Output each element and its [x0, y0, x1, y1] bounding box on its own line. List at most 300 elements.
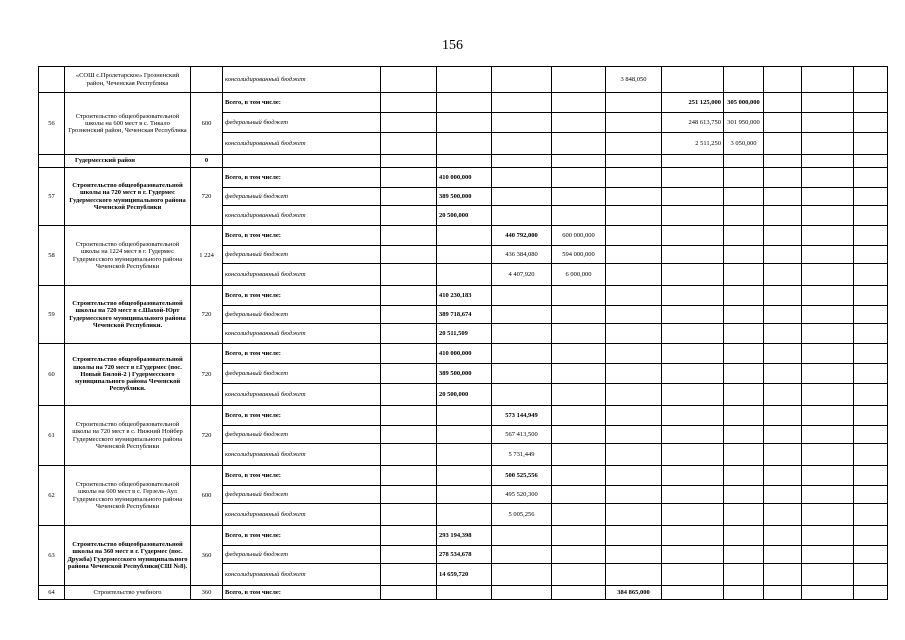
- value-cell: [854, 324, 888, 344]
- funding-source-cell: Всего, в том числе:: [223, 406, 381, 426]
- capacity-cell: 720: [191, 286, 223, 344]
- value-cell: [437, 264, 492, 286]
- district-row: [39, 155, 888, 168]
- value-cell: [802, 246, 854, 264]
- value-cell: [552, 344, 606, 364]
- value-cell: [381, 226, 437, 246]
- value-cell: [764, 426, 802, 444]
- funding-source-cell: консолидированный бюджет: [223, 564, 381, 586]
- value-cell: [381, 526, 437, 546]
- value-cell: [606, 546, 662, 564]
- value-cell: 20 511,509: [437, 324, 492, 344]
- value-cell: [381, 113, 437, 133]
- value-cell: [381, 93, 437, 113]
- value-cell: 495 520,300: [492, 486, 552, 504]
- value-cell: [724, 586, 764, 600]
- value-cell: [764, 504, 802, 526]
- value-cell: [606, 444, 662, 466]
- value-cell: [854, 546, 888, 564]
- value-cell: 384 865,000: [606, 586, 662, 600]
- budget-table: [38, 66, 888, 600]
- value-cell: 410 000,000: [437, 168, 492, 188]
- value-cell: [437, 113, 492, 133]
- value-cell: 436 384,080: [492, 246, 552, 264]
- value-cell: [552, 306, 606, 324]
- value-cell: [764, 466, 802, 486]
- value-cell: [662, 564, 724, 586]
- value-cell: [437, 504, 492, 526]
- value-cell: [724, 67, 764, 93]
- value-cell: [802, 226, 854, 246]
- value-cell: [802, 324, 854, 344]
- object-name-cell: Строительство общеобразовательной школы на 720 мест в г.Гудермес (пос. Новый Билой-2 ) Гудермесского муниципального района Чеченской Республики.: [65, 344, 191, 406]
- value-cell: [662, 67, 724, 93]
- value-cell: [854, 504, 888, 526]
- value-cell: [552, 466, 606, 486]
- value-cell: [552, 444, 606, 466]
- table-row: [39, 168, 888, 188]
- value-cell: [437, 133, 492, 155]
- value-cell: [764, 155, 802, 168]
- value-cell: 389 500,000: [437, 364, 492, 384]
- value-cell: [662, 586, 724, 600]
- value-cell: [552, 486, 606, 504]
- value-cell: 3 848,050: [606, 67, 662, 93]
- value-cell: [381, 188, 437, 206]
- value-cell: [606, 324, 662, 344]
- value-cell: [724, 226, 764, 246]
- value-cell: [606, 226, 662, 246]
- funding-source-cell: федеральный бюджет: [223, 426, 381, 444]
- value-cell: [764, 324, 802, 344]
- value-cell: [492, 526, 552, 546]
- capacity-cell: 720: [191, 344, 223, 406]
- value-cell: [662, 384, 724, 406]
- funding-source-cell: Всего, в том числе:: [223, 344, 381, 364]
- value-cell: [854, 586, 888, 600]
- value-cell: [437, 246, 492, 264]
- capacity-cell: 600: [191, 93, 223, 155]
- budget-table-container: [38, 66, 888, 600]
- value-cell: [802, 504, 854, 526]
- value-cell: [437, 406, 492, 426]
- value-cell: [764, 133, 802, 155]
- value-cell: [492, 168, 552, 188]
- row-number-cell: 64: [39, 586, 65, 600]
- value-cell: [381, 444, 437, 466]
- table-row: [39, 93, 888, 113]
- value-cell: [662, 188, 724, 206]
- value-cell: [492, 306, 552, 324]
- value-cell: [724, 324, 764, 344]
- value-cell: 600 000,000: [552, 226, 606, 246]
- value-cell: [381, 364, 437, 384]
- value-cell: [764, 168, 802, 188]
- funding-source-cell: Всего, в том числе:: [223, 286, 381, 306]
- value-cell: [724, 364, 764, 384]
- value-cell: [662, 426, 724, 444]
- value-cell: [854, 306, 888, 324]
- value-cell: [764, 564, 802, 586]
- value-cell: [764, 93, 802, 113]
- value-cell: [662, 466, 724, 486]
- value-cell: [854, 264, 888, 286]
- row-number-cell: 57: [39, 168, 65, 226]
- value-cell: [724, 444, 764, 466]
- value-cell: [724, 466, 764, 486]
- value-cell: [492, 324, 552, 344]
- capacity-cell: [191, 67, 223, 93]
- value-cell: [764, 113, 802, 133]
- funding-source-cell: федеральный бюджет: [223, 306, 381, 324]
- table-row: [39, 67, 888, 93]
- value-cell: [381, 324, 437, 344]
- value-cell: [724, 168, 764, 188]
- value-cell: [437, 67, 492, 93]
- value-cell: [854, 133, 888, 155]
- value-cell: [606, 206, 662, 226]
- value-cell: [854, 226, 888, 246]
- value-cell: [802, 426, 854, 444]
- value-cell: [724, 384, 764, 406]
- value-cell: [492, 155, 552, 168]
- value-cell: [662, 344, 724, 364]
- object-name-cell: Строительство общеобразовательной школы на 360 мест в г. Гудермес (пос. Дружба) Гудермесского муниципального района Чеченской Республики(СШ №8).: [65, 526, 191, 586]
- row-number-cell: 59: [39, 286, 65, 344]
- funding-source-cell: федеральный бюджет: [223, 364, 381, 384]
- value-cell: [854, 155, 888, 168]
- value-cell: [854, 93, 888, 113]
- value-cell: [223, 155, 381, 168]
- table-row: [39, 226, 888, 246]
- value-cell: [764, 444, 802, 466]
- value-cell: [552, 586, 606, 600]
- value-cell: [492, 113, 552, 133]
- value-cell: [552, 286, 606, 306]
- value-cell: [662, 226, 724, 246]
- value-cell: [764, 264, 802, 286]
- value-cell: [854, 67, 888, 93]
- value-cell: 293 194,398: [437, 526, 492, 546]
- value-cell: [802, 168, 854, 188]
- value-cell: [724, 426, 764, 444]
- value-cell: [802, 306, 854, 324]
- capacity-cell: 0: [191, 155, 223, 168]
- value-cell: [606, 188, 662, 206]
- value-cell: [381, 67, 437, 93]
- value-cell: [802, 526, 854, 546]
- value-cell: [662, 264, 724, 286]
- value-cell: [854, 526, 888, 546]
- row-number-cell: [39, 155, 65, 168]
- value-cell: [381, 406, 437, 426]
- value-cell: [662, 526, 724, 546]
- value-cell: [724, 286, 764, 306]
- table-row: [39, 406, 888, 426]
- value-cell: [662, 286, 724, 306]
- table-row: [39, 286, 888, 306]
- value-cell: [552, 364, 606, 384]
- value-cell: [724, 564, 764, 586]
- value-cell: [802, 113, 854, 133]
- funding-source-cell: Всего, в том числе:: [223, 586, 381, 600]
- value-cell: [764, 486, 802, 504]
- row-number-cell: [39, 67, 65, 93]
- value-cell: [764, 384, 802, 406]
- value-cell: [437, 93, 492, 113]
- value-cell: [381, 206, 437, 226]
- value-cell: [437, 155, 492, 168]
- value-cell: [802, 264, 854, 286]
- value-cell: [802, 206, 854, 226]
- value-cell: [802, 586, 854, 600]
- value-cell: [492, 564, 552, 586]
- value-cell: [662, 206, 724, 226]
- value-cell: [802, 466, 854, 486]
- value-cell: [662, 486, 724, 504]
- value-cell: [802, 444, 854, 466]
- value-cell: [606, 406, 662, 426]
- row-number-cell: 63: [39, 526, 65, 586]
- value-cell: [802, 384, 854, 406]
- value-cell: 440 792,000: [492, 226, 552, 246]
- value-cell: [854, 286, 888, 306]
- value-cell: [606, 526, 662, 546]
- value-cell: 251 125,000: [662, 93, 724, 113]
- table-row: [39, 344, 888, 364]
- value-cell: [381, 344, 437, 364]
- value-cell: [854, 113, 888, 133]
- value-cell: [606, 133, 662, 155]
- value-cell: [381, 168, 437, 188]
- value-cell: [381, 466, 437, 486]
- funding-source-cell: федеральный бюджет: [223, 113, 381, 133]
- value-cell: [437, 466, 492, 486]
- value-cell: [606, 384, 662, 406]
- value-cell: [854, 384, 888, 406]
- funding-source-cell: Всего, в том числе:: [223, 466, 381, 486]
- value-cell: [802, 93, 854, 113]
- value-cell: [606, 344, 662, 364]
- value-cell: [552, 406, 606, 426]
- value-cell: [552, 324, 606, 344]
- value-cell: [381, 564, 437, 586]
- value-cell: [381, 426, 437, 444]
- value-cell: [552, 155, 606, 168]
- value-cell: [764, 286, 802, 306]
- value-cell: [552, 564, 606, 586]
- value-cell: 573 144,949: [492, 406, 552, 426]
- capacity-cell: 360: [191, 586, 223, 600]
- funding-source-cell: Всего, в том числе:: [223, 168, 381, 188]
- value-cell: [802, 364, 854, 384]
- value-cell: [724, 344, 764, 364]
- value-cell: [662, 504, 724, 526]
- value-cell: 301 950,000: [724, 113, 764, 133]
- value-cell: [764, 526, 802, 546]
- value-cell: [606, 264, 662, 286]
- value-cell: [764, 344, 802, 364]
- value-cell: [606, 564, 662, 586]
- value-cell: [662, 364, 724, 384]
- value-cell: [492, 206, 552, 226]
- capacity-cell: 720: [191, 406, 223, 466]
- table-row: [39, 586, 888, 600]
- value-cell: [381, 546, 437, 564]
- value-cell: 4 407,920: [492, 264, 552, 286]
- value-cell: [662, 306, 724, 324]
- row-number-cell: 61: [39, 406, 65, 466]
- object-name-cell: Строительство общеобразовательной школы на 720 мест в г. Гудермес Гудермесского муниципального района Чеченской Республики: [65, 168, 191, 226]
- value-cell: [552, 546, 606, 564]
- value-cell: 567 413,500: [492, 426, 552, 444]
- value-cell: [854, 364, 888, 384]
- value-cell: [854, 564, 888, 586]
- value-cell: [764, 364, 802, 384]
- capacity-cell: 600: [191, 466, 223, 526]
- value-cell: [606, 364, 662, 384]
- value-cell: [492, 344, 552, 364]
- value-cell: [802, 155, 854, 168]
- value-cell: [854, 426, 888, 444]
- object-name-cell: Строительство общеобразовательной школы на 720 мест в с. Нижний Нойбер Гудермесского муниципального района Чеченской Республики: [65, 406, 191, 466]
- value-cell: 389 500,000: [437, 188, 492, 206]
- funding-source-cell: федеральный бюджет: [223, 188, 381, 206]
- value-cell: [437, 226, 492, 246]
- value-cell: [492, 384, 552, 406]
- value-cell: [381, 504, 437, 526]
- value-cell: [724, 546, 764, 564]
- value-cell: [552, 504, 606, 526]
- page-number: 156: [442, 38, 463, 53]
- value-cell: [606, 168, 662, 188]
- value-cell: [802, 486, 854, 504]
- value-cell: [764, 406, 802, 426]
- row-number-cell: 56: [39, 93, 65, 155]
- value-cell: [492, 67, 552, 93]
- value-cell: [724, 526, 764, 546]
- object-name-cell: Строительство общеобразовательной школы на 600 мест в с. Герзель-Аул Гудермесского муниципального района Чеченской Республики: [65, 466, 191, 526]
- value-cell: [802, 133, 854, 155]
- funding-source-cell: федеральный бюджет: [223, 486, 381, 504]
- value-cell: [381, 486, 437, 504]
- value-cell: [437, 426, 492, 444]
- funding-source-cell: федеральный бюджет: [223, 546, 381, 564]
- district-name-cell: Гудермесский район: [65, 155, 191, 168]
- value-cell: [437, 486, 492, 504]
- value-cell: 389 718,674: [437, 306, 492, 324]
- value-cell: [606, 286, 662, 306]
- value-cell: [492, 586, 552, 600]
- funding-source-cell: консолидированный бюджет: [223, 324, 381, 344]
- value-cell: [662, 324, 724, 344]
- value-cell: [492, 546, 552, 564]
- value-cell: [552, 133, 606, 155]
- value-cell: [606, 486, 662, 504]
- value-cell: 3 050,000: [724, 133, 764, 155]
- funding-source-cell: консолидированный бюджет: [223, 504, 381, 526]
- value-cell: 20 500,000: [437, 206, 492, 226]
- value-cell: [381, 586, 437, 600]
- value-cell: [854, 406, 888, 426]
- value-cell: 2 511,250: [662, 133, 724, 155]
- value-cell: [492, 364, 552, 384]
- value-cell: [724, 206, 764, 226]
- value-cell: [724, 406, 764, 426]
- value-cell: 5 005,256: [492, 504, 552, 526]
- value-cell: [764, 306, 802, 324]
- value-cell: 248 613,750: [662, 113, 724, 133]
- value-cell: [764, 226, 802, 246]
- object-name-cell: Строительство общеобразовательной школы на 600 мест в с. Тикало Грозненский район, Чеченская Республика: [65, 93, 191, 155]
- table-row: [39, 526, 888, 546]
- value-cell: [381, 264, 437, 286]
- value-cell: [492, 133, 552, 155]
- value-cell: [552, 67, 606, 93]
- value-cell: [606, 113, 662, 133]
- value-cell: 20 500,000: [437, 384, 492, 406]
- row-number-cell: 58: [39, 226, 65, 286]
- object-name-cell: Строительство общеобразовательной школы на 1224 мест в г. Гудермес Гудермесского муниципального района Чеченской Республики: [65, 226, 191, 286]
- funding-source-cell: Всего, в том числе:: [223, 526, 381, 546]
- value-cell: [492, 188, 552, 206]
- funding-source-cell: федеральный бюджет: [223, 246, 381, 264]
- value-cell: [381, 246, 437, 264]
- value-cell: [854, 344, 888, 364]
- capacity-cell: 720: [191, 168, 223, 226]
- value-cell: [724, 246, 764, 264]
- value-cell: 500 525,556: [492, 466, 552, 486]
- value-cell: [764, 586, 802, 600]
- value-cell: [724, 504, 764, 526]
- value-cell: [724, 264, 764, 286]
- value-cell: [764, 546, 802, 564]
- row-number-cell: 60: [39, 344, 65, 406]
- value-cell: [437, 444, 492, 466]
- value-cell: [764, 67, 802, 93]
- value-cell: 410 230,183: [437, 286, 492, 306]
- value-cell: [662, 155, 724, 168]
- value-cell: [662, 444, 724, 466]
- capacity-cell: 360: [191, 526, 223, 586]
- value-cell: [724, 306, 764, 324]
- value-cell: 594 000,000: [552, 246, 606, 264]
- value-cell: [802, 188, 854, 206]
- value-cell: [802, 344, 854, 364]
- value-cell: 14 659,720: [437, 564, 492, 586]
- value-cell: [552, 526, 606, 546]
- value-cell: 5 731,449: [492, 444, 552, 466]
- object-name-cell: «СОШ с.Пролетарское» Грозненский район, Чеченская Республика: [65, 67, 191, 93]
- value-cell: [802, 406, 854, 426]
- value-cell: [552, 206, 606, 226]
- value-cell: [606, 155, 662, 168]
- value-cell: [854, 466, 888, 486]
- value-cell: [437, 586, 492, 600]
- value-cell: 305 000,000: [724, 93, 764, 113]
- funding-source-cell: консолидированный бюджет: [223, 444, 381, 466]
- value-cell: [854, 444, 888, 466]
- table-row: [39, 466, 888, 486]
- object-name-cell: Строительство общеобразовательной школы на 720 мест в с.Шахой-Юрт Гудермесского муниципального района Чеченской Республики.: [65, 286, 191, 344]
- value-cell: [606, 466, 662, 486]
- value-cell: [606, 93, 662, 113]
- value-cell: 278 534,678: [437, 546, 492, 564]
- value-cell: [552, 188, 606, 206]
- funding-source-cell: консолидированный бюджет: [223, 206, 381, 226]
- value-cell: [606, 426, 662, 444]
- value-cell: [552, 168, 606, 188]
